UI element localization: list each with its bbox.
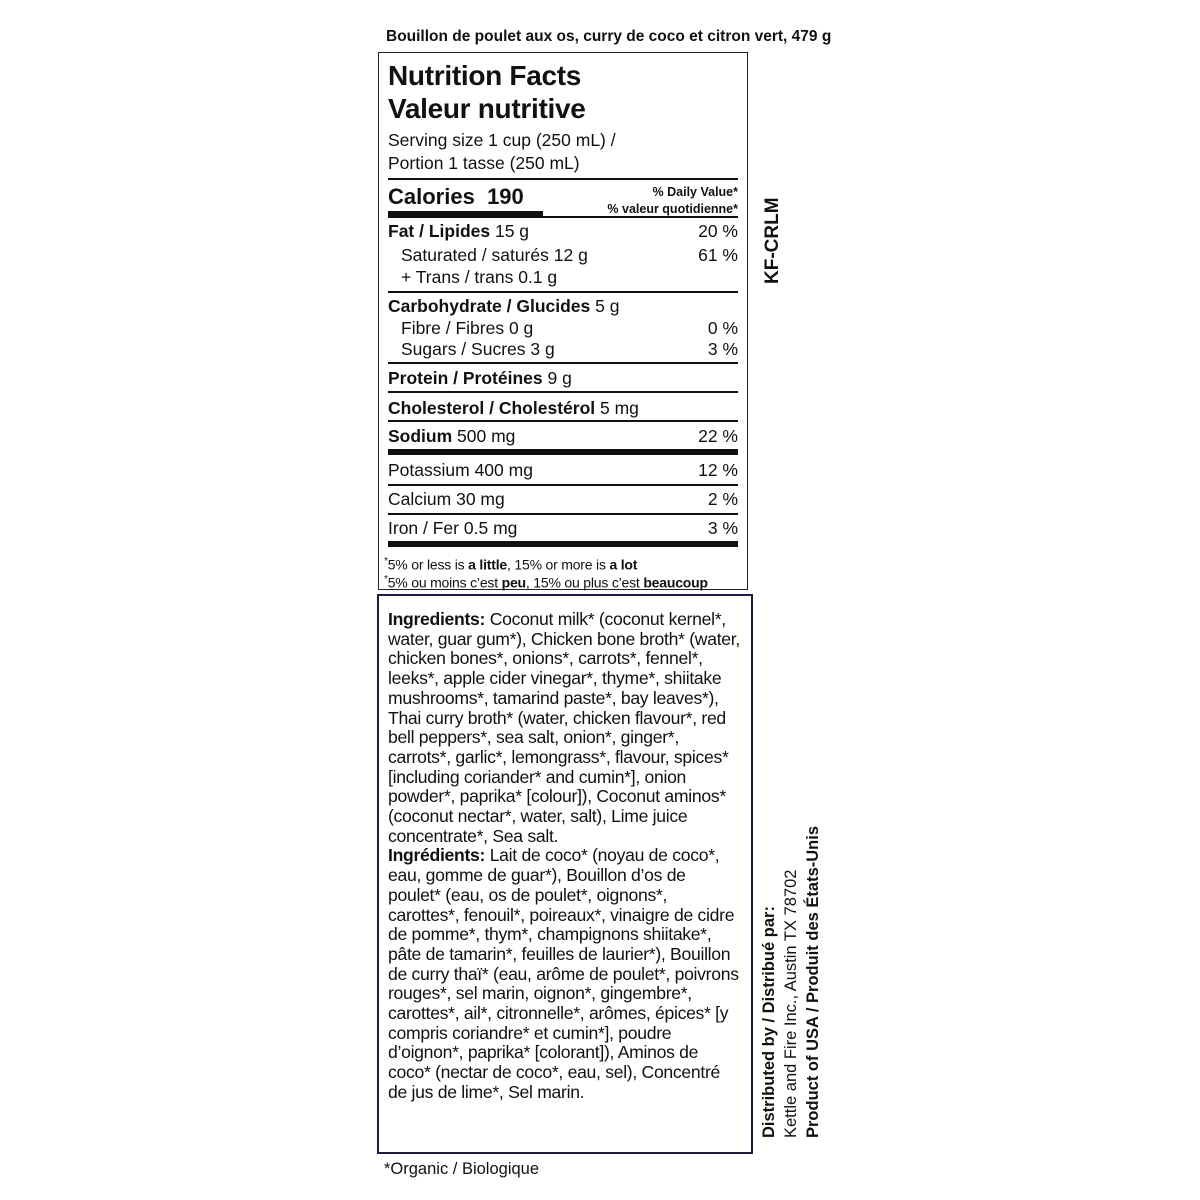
nutrient-amount: 0.5 mg: [463, 518, 518, 538]
nutrient-amount: 3 g: [530, 339, 555, 359]
nutrient-row-sodium: [388, 425, 738, 447]
nutrient-row-calcium: [388, 488, 738, 510]
divider: [388, 513, 738, 515]
distributor-block: [758, 826, 824, 1138]
nutrient-label: Carbohydrate / Glucides: [388, 296, 591, 316]
nutrient-row-protein: [388, 367, 738, 389]
footnote-text: 5% or less is: [387, 556, 469, 573]
nutrient-row-carbohydrate: [388, 295, 738, 317]
ingredients-list-en: Coconut milk* (coconut kernel*, water, guar gum*), Chicken bone broth* (water, chicken bones*, onions*, carrots*, fennel*, leeks*, apple cider vinegar*, thyme*, shiitake mushrooms*, tamarind paste*, bay leaves*), Thai curry broth* (water, chicken flavour*, red bell peppers*, sea salt, onion*, ginger*, carrots*, garlic*, lemongrass*, flavour, spices* [including coriander* and cumin*], onion powder*, paprika* [colour]), Coconut aminos* (coconut nectar*, water, salt), Lime juice concentrate*, Sea salt.: [388, 609, 740, 846]
nutrient-label: Potassium: [388, 460, 470, 480]
calories-value: 190: [487, 184, 524, 209]
footnote-emphasis: peu: [501, 574, 526, 591]
footnote-fr: [384, 571, 708, 592]
ingredients-list-fr: Lait de coco* (noyau de coco*, eau, gomme de guar*), Bouillon d’os de poulet* (eau, os de poulet*, oignons*, carottes*, fenouil*, poireaux*, vinaigre de cidre de pomme*, thym*, champignons shiitake*, pâte de tamarin*, feuilles de laurier*), Bouillon de curry thaï* (eau, arôme de poulet*, poivrons rouges*, sel marin, oignon*, gingembre*, carottes*, ail*, citronnelle*, arômes, épices* [y compris coriandre* et cumin*], poudre d’oignon*, paprika* [colorant]), Aminos de coco* (nectar de coco*, eau, sel), Concentré de jus de lime*, Sel marin.: [388, 845, 739, 1102]
nutrient-percent: 12 %: [698, 460, 738, 480]
asterisk: *: [384, 574, 388, 585]
country-of-origin: Product of USA / Produit des États-Unis: [804, 826, 822, 1138]
nutrient-amount: 30 mg: [456, 489, 505, 509]
nutrient-percent: 2 %: [707, 489, 738, 509]
nutrient-label: Fat / Lipides: [388, 221, 491, 241]
nutrition-facts-panel: [378, 52, 748, 590]
ingredients-label-fr: Ingrédients:: [388, 845, 486, 866]
nutrient-amount: 500 mg: [457, 426, 516, 446]
nutrient-percent: 61 %: [698, 245, 738, 265]
divider: [388, 484, 738, 486]
distributor-heading: Distributed by / Distribué par:: [760, 906, 778, 1138]
nutrient-amount: 12 g: [553, 245, 588, 265]
footnote-emphasis: beaucoup: [643, 574, 708, 591]
nutrient-amount: 0 g: [508, 318, 534, 338]
nutrient-label: Fibre / Fibres: [401, 318, 505, 338]
nutrient-amount: 0.1 g: [518, 267, 558, 287]
nutrient-amount: 400 mg: [474, 460, 533, 480]
nutrient-label: Calcium: [388, 489, 452, 509]
product-title: Bouillon de poulet aux os, curry de coco et citron vert, 479 g: [386, 28, 832, 45]
nutrient-percent: 22 %: [698, 426, 738, 446]
footnote-text: , 15% ou plus c’est: [525, 574, 644, 591]
organic-note: *Organic / Biologique: [384, 1160, 540, 1178]
divider: [388, 362, 738, 364]
nutrient-label: Saturated / saturés: [401, 245, 549, 265]
asterisk: *: [384, 556, 388, 567]
nutrient-label: Cholesterol / Cholestérol: [388, 398, 596, 418]
divider: [388, 391, 738, 393]
nutrient-amount: 15 g: [494, 221, 530, 241]
footnote-emphasis: a little: [468, 556, 508, 573]
ingredients-text: [388, 610, 740, 1103]
nutrient-amount: 5 mg: [600, 398, 639, 418]
daily-value-header-fr: % valeur quotidienne*: [607, 202, 738, 216]
nutrient-row-trans: [401, 266, 738, 288]
footnote-text: 5% ou moins c’est: [387, 574, 502, 591]
nutrient-row-fibre: [401, 317, 738, 339]
product-code: KF-CRLM: [762, 197, 783, 284]
nutrition-title-fr: Valeur nutritive: [388, 93, 586, 124]
nutrient-percent: 3 %: [707, 518, 738, 538]
nutrient-label: + Trans / trans: [401, 267, 514, 287]
nutrient-label: Iron / Fer: [388, 518, 459, 538]
nutrient-label: Sodium: [388, 426, 453, 446]
thick-divider: [388, 449, 738, 455]
nutrient-row-sugars: [401, 338, 738, 360]
footnote-text: , 15% or more is: [507, 556, 610, 573]
nutrient-percent: 20 %: [698, 221, 738, 241]
nutrient-row-cholesterol: [388, 397, 738, 419]
daily-value-header-en: % Daily Value*: [652, 185, 738, 199]
nutrient-row-fat: [388, 220, 738, 242]
nutrient-percent: 3 %: [707, 339, 738, 359]
nutrient-label: Sugars / Sucres: [401, 339, 526, 359]
nutrition-title-en: Nutrition Facts: [388, 60, 582, 91]
divider: [388, 178, 738, 180]
divider: [388, 291, 738, 293]
nutrient-amount: 5 g: [595, 296, 620, 316]
divider: [388, 216, 738, 218]
thick-divider: [388, 541, 738, 547]
nutrient-amount: 9 g: [547, 368, 572, 388]
calories-label: Calories: [388, 184, 475, 209]
nutrient-row-potassium: [388, 459, 738, 481]
ingredients-panel: [377, 594, 753, 1154]
nutrient-row-iron: [388, 517, 738, 539]
divider: [388, 420, 738, 422]
nutrient-label: Protein / Protéines: [388, 368, 543, 388]
nutrient-percent: 0 %: [707, 318, 738, 338]
distributor-address: Kettle and Fire Inc., Austin TX 78702: [782, 869, 800, 1138]
footnote-emphasis: a lot: [609, 556, 638, 573]
nutrient-row-saturated: [401, 244, 738, 266]
serving-size-en: Serving size 1 cup (250 mL) /: [388, 130, 616, 150]
serving-size-fr: Portion 1 tasse (250 mL): [388, 153, 580, 173]
ingredients-label-en: Ingredients:: [388, 609, 486, 629]
